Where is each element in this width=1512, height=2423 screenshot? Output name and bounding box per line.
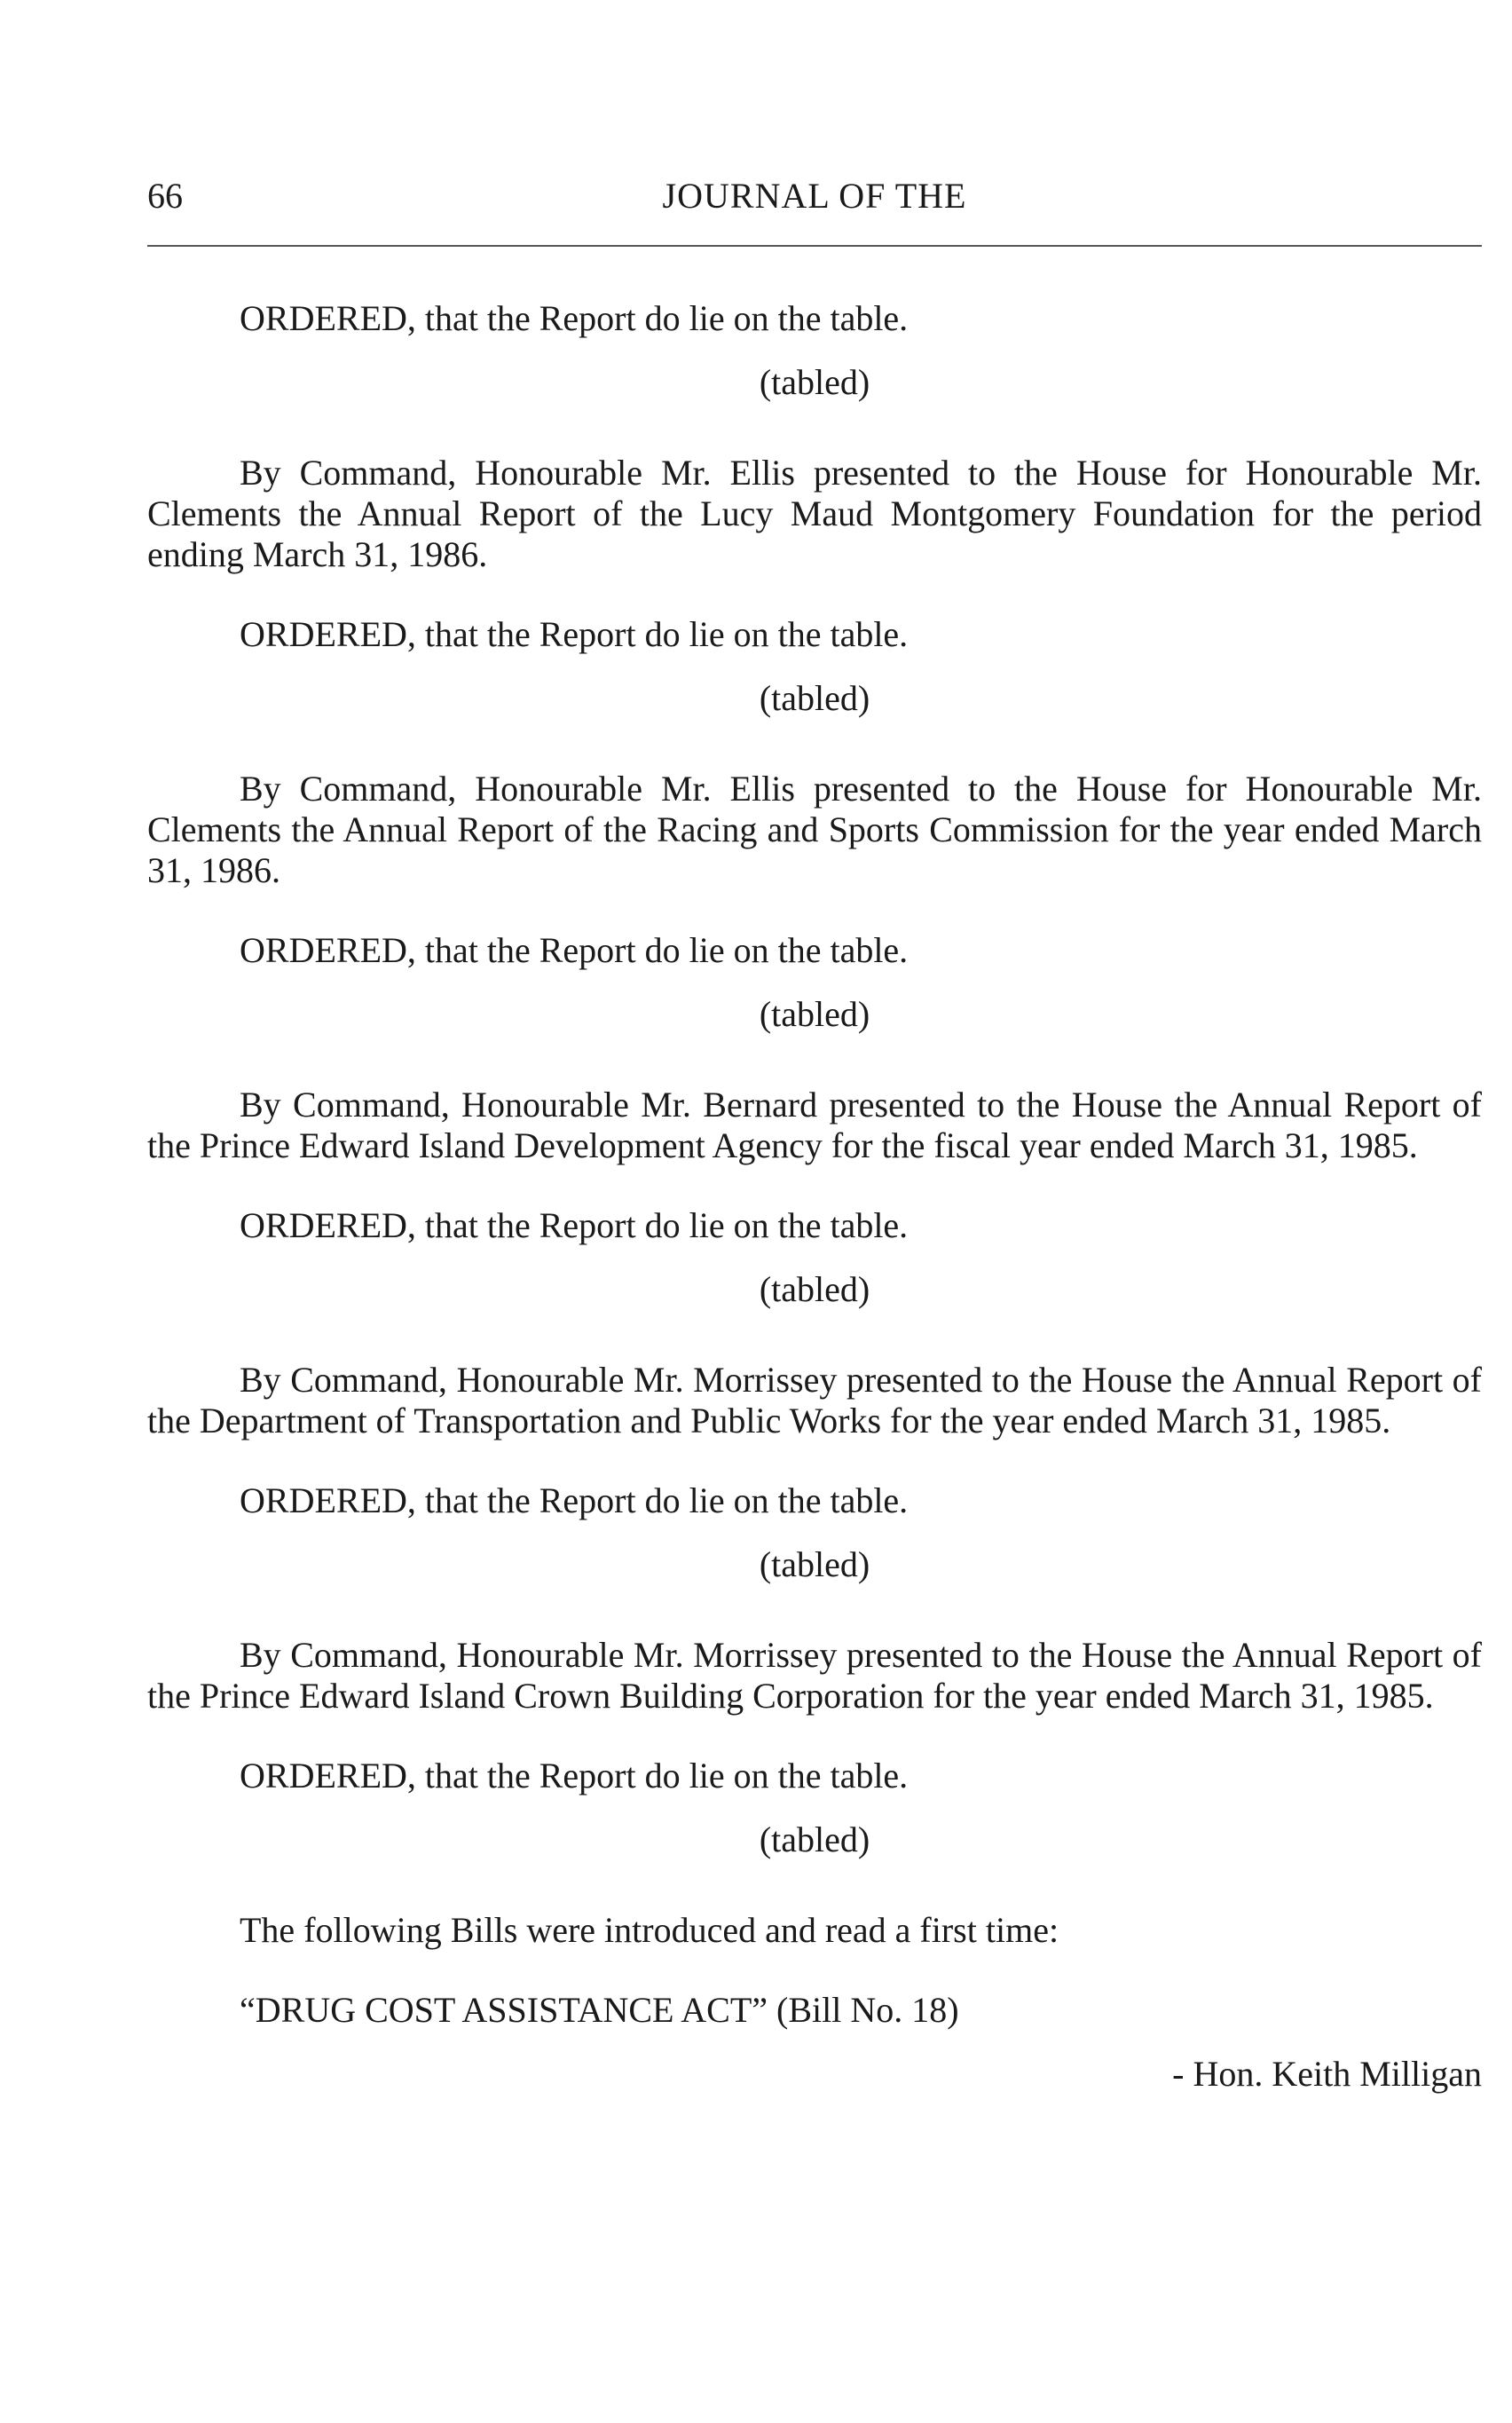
tabled-note: (tabled) [759,1819,870,1859]
tabled-note: (tabled) [759,362,870,402]
command-paragraph: By Command, Honourable Mr. Morrissey presented to the House the Annual Report of the Prince Edward Island Crown Building Corporation for the year ended March 31, 1985. [147,1635,1482,1716]
journal-body [147,298,1482,2095]
page-number: 66 [147,176,183,216]
tabled-note: (tabled) [759,994,870,1034]
bill-sponsor: - Hon. Keith Milligan [1172,2054,1482,2094]
tabled-note: (tabled) [759,1269,870,1309]
journal-title: JOURNAL OF THE [662,176,967,216]
bills-intro: The following Bills were introduced and read a first time: [240,1910,1059,1950]
header-rule [147,245,1482,247]
ordered-motion: ORDERED, that the Report do lie on the table. [240,298,909,338]
command-paragraph: By Command, Honourable Mr. Bernard presented to the House the Annual Report of the Prince Edward Island Development Agency for the fiscal year ended March 31, 1985. [147,1085,1482,1165]
ordered-motion: ORDERED, that the Report do lie on the table. [240,1205,909,1245]
command-paragraph: By Command, Honourable Mr. Ellis presented to the House for Honourable Mr. Clements the Annual Report of the Racing and Sports Commission for the year ended March 31, 1986. [147,769,1482,890]
ordered-motion: ORDERED, that the Report do lie on the table. [240,614,909,654]
command-paragraph: By Command, Honourable Mr. Morrissey presented to the House the Annual Report of the Department of Transportation and Public Works for the year ended March 31, 1985. [147,1360,1482,1440]
running-head [147,174,1482,218]
ordered-motion: ORDERED, that the Report do lie on the table. [240,930,909,970]
bill-title: “DRUG COST ASSISTANCE ACT” (Bill No. 18) [240,1990,959,2030]
tabled-note: (tabled) [759,678,870,718]
tabled-note: (tabled) [759,1544,870,1584]
command-paragraph: By Command, Honourable Mr. Ellis presented to the House for Honourable Mr. Clements the Annual Report of the Lucy Maud Montgomery Foundation for the period ending March 31, 1986. [147,453,1482,574]
ordered-motion: ORDERED, that the Report do lie on the table. [240,1480,909,1520]
ordered-motion: ORDERED, that the Report do lie on the table. [240,1756,909,1796]
journal-page [147,0,1482,2423]
